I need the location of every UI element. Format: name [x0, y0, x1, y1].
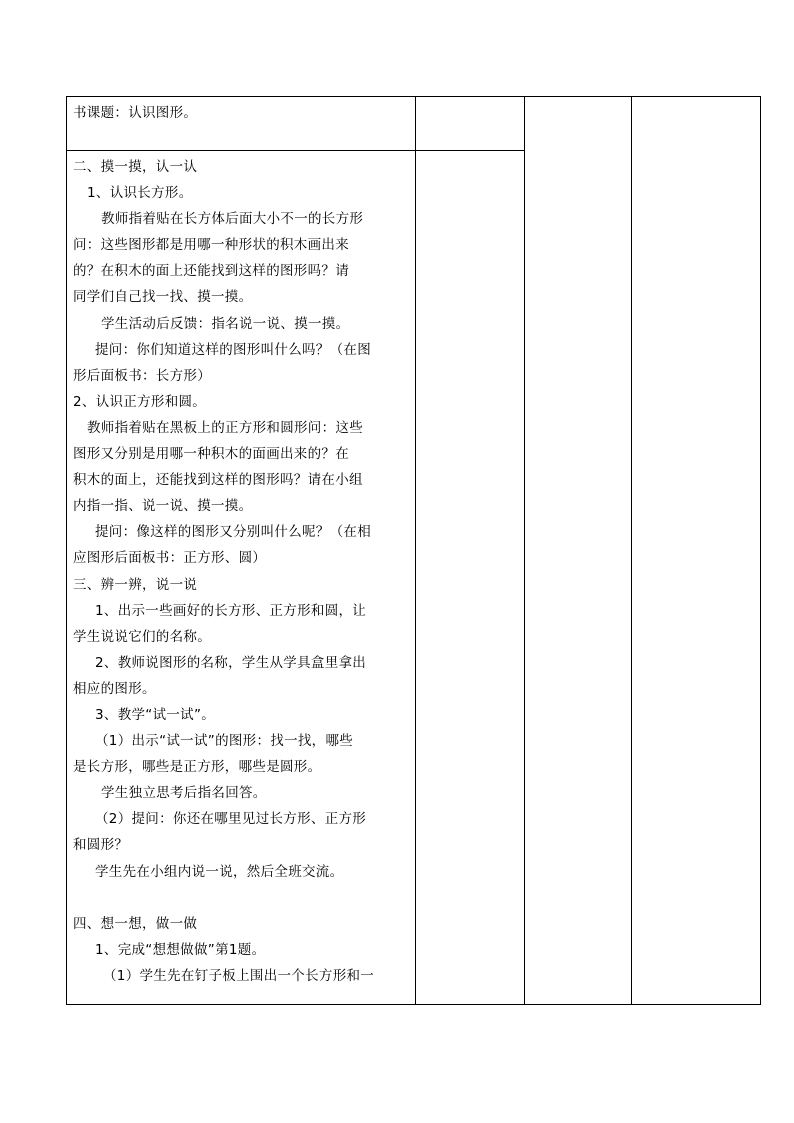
- text-line: 学生独立思考后指名回答。: [101, 785, 267, 802]
- text-line: 教师指着贴在黑板上的正方形和圆形问：这些: [87, 419, 363, 436]
- text-line: 1、出示一些画好的长方形、正方形和圆，让: [95, 602, 367, 619]
- section-heading: 四、想一想，做一做: [73, 915, 198, 932]
- text-line: 内指一指、说一说、摸一摸。: [73, 498, 253, 515]
- text-line: 应图形后面板书：正方形、圆）: [73, 550, 267, 567]
- text-line: 提问：你们知道这样的图形叫什么吗？（在图: [95, 341, 371, 358]
- text-line: 学生先在小组内说一说，然后全班交流。: [95, 863, 344, 880]
- row-divider: [66, 150, 525, 151]
- table-bottom-border: [66, 1004, 761, 1005]
- text-line: （1）学生先在钉子板上围出一个长方形和一: [103, 967, 375, 984]
- text-line: 和圆形？: [73, 837, 129, 854]
- text-line: 学生活动后反馈：指名说一说、摸一摸。: [101, 315, 350, 332]
- section-heading: 二、摸一摸，认一认: [73, 159, 198, 175]
- text-line: 的？在积木的面上还能找到这样的图形吗？请: [73, 263, 349, 280]
- column-divider-3: [631, 96, 632, 1005]
- text-line: 同学们自己找一找、摸一摸。: [73, 289, 253, 306]
- text-line: 3、教学“试一试”。: [95, 706, 216, 723]
- table-left-border: [66, 96, 67, 1005]
- column-divider-1: [415, 96, 416, 1005]
- text-line: （2）提问：你还在哪里见过长方形、正方形: [95, 811, 367, 828]
- text-line: 1、认识长方形。: [87, 185, 193, 202]
- table-top-border: [66, 96, 761, 97]
- text-line: 2、认识正方形和圆。: [73, 393, 207, 410]
- text-line: （1）出示“试一试”的图形：找一找，哪些: [95, 733, 354, 750]
- text-line: 学生说说它们的名称。: [73, 628, 211, 645]
- lesson-title-text: 书课题：认识图形。: [73, 105, 198, 121]
- text-line: 相应的图形。: [73, 680, 156, 697]
- blank-line: [73, 885, 413, 911]
- cell-lesson-title: [73, 100, 411, 126]
- text-line: 问：这些图形都是用哪一种形状的积木画出来: [73, 237, 349, 254]
- text-line: 提问：像这样的图形又分别叫什么呢？（在相: [95, 524, 371, 541]
- text-line: 形后面板书：长方形）: [73, 367, 211, 384]
- text-line: 2、教师说图形的名称，学生从学具盒里拿出: [95, 654, 367, 671]
- text-line: 积木的面上，还能找到这样的图形吗？请在小组: [73, 472, 363, 489]
- text-line: 教师指着贴在长方体后面大小不一的长方形: [101, 211, 364, 228]
- text-line: 1、完成“想想做做”第1题。: [95, 941, 266, 958]
- section-heading: 三、辨一辨，说一说: [73, 576, 198, 593]
- column-divider-2: [524, 96, 525, 1005]
- cell-lesson-procedure: [73, 154, 413, 989]
- text-line: 是长方形，哪些是正方形，哪些是圆形。: [73, 759, 322, 776]
- table-right-border: [760, 96, 761, 1005]
- text-line: 图形又分别是用哪一种积木的面画出来的？在: [73, 446, 349, 463]
